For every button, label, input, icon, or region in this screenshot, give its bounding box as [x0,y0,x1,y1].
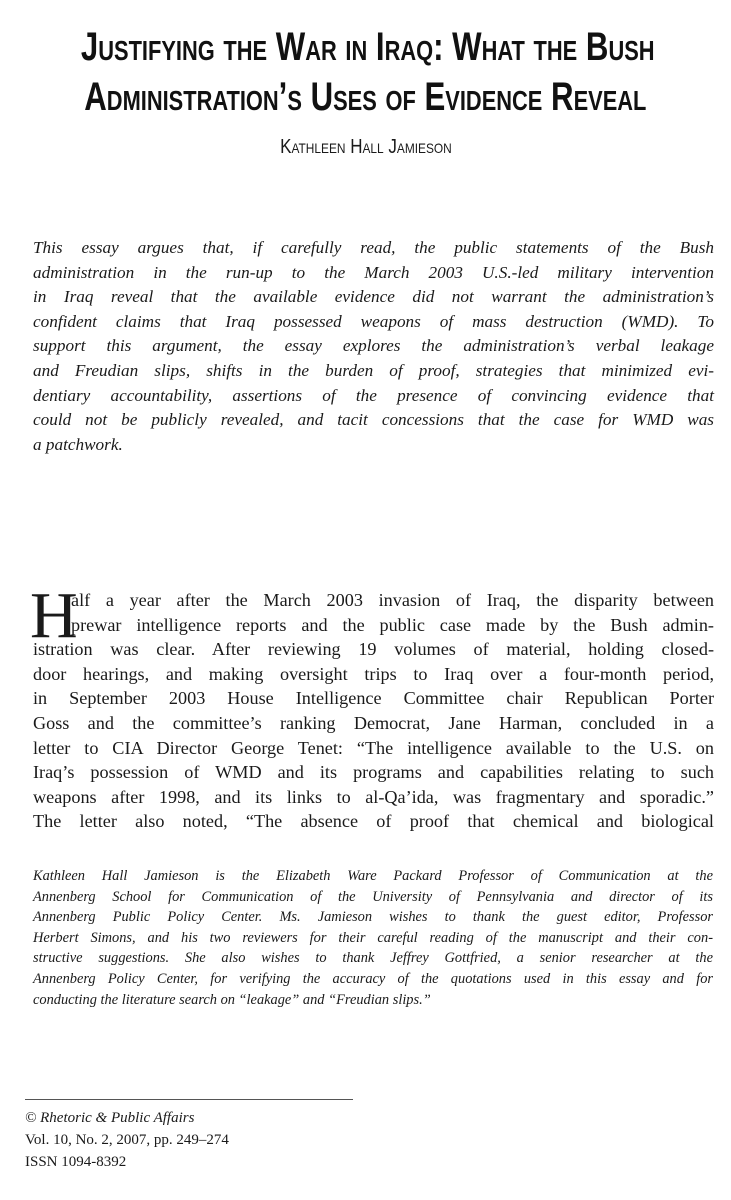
issn: ISSN 1094-8392 [25,1154,127,1170]
author-note [33,866,713,1010]
author-note-line: conducting the literature search on “leakage” and “Freudian slips.” [33,991,431,1008]
author-note-line: Annenberg School for Communication of the University of Pennsylvania and director of its [33,888,713,905]
author-note-line: Herbert Simons, and his two reviewers for their careful reading of the manuscript and their con- [33,929,713,946]
author-note-line: Kathleen Hall Jamieson is the Elizabeth Ware Packard Professor of Communication at the [33,868,713,884]
article-title [0,22,731,122]
abstract-line: confident claims that Iraq possessed weapons of mass destruction (WMD). To [33,311,714,331]
body-line: letter to CIA Director George Tenet: “The intelligence available to the U.S. on [33,737,714,758]
author-name: Kathleen Hall Jamieson [279,136,452,158]
body-line: istration was clear. After reviewing 19 volumes of material, holding closed- [33,639,714,660]
volume-info: Vol. 10, No. 2, 2007, pp. 249–274 [25,1132,229,1148]
footnote-divider [25,1099,353,1100]
title-line-1: Justifying the War in Iraq: What the Bush [80,25,655,69]
body-line: Goss and the committee’s ranking Democrat, Jane Harman, concluded in a [33,712,714,733]
author-note-line: Annenberg Public Policy Center. Ms. Jamieson wishes to thank the guest editor, Professor [33,909,713,926]
abstract-line: and Freudian slips, shifts in the burden of proof, strategies that minimized evi- [33,360,714,380]
body-line: weapons after 1998, and its links to al-Qa’ida, was fragmentary and sporadic.” [33,786,714,807]
body-line: prewar intelligence reports and the public case made by the Bush admin- [71,614,714,635]
body-line: door hearings, and making oversight trips to Iraq over a four-month period, [33,663,714,684]
abstract-line: This essay argues that, if carefully read, the public statements of the Bush [33,238,714,257]
abstract-line: in Iraq reveal that the available evidence did not warrant the administration’s [33,287,714,307]
author-note-line: Annenberg Policy Center, for verifying the accuracy of the quotations used in this essay and for [33,970,713,987]
abstract-line: support this argument, the essay explores the administration’s verbal leakage [33,336,714,356]
abstract-line: a patchwork. [33,434,123,454]
body-text [30,579,714,834]
drop-cap: H [30,579,78,652]
abstract-line: administration in the run-up to the March 2003 U.S.-led military intervention [33,262,714,282]
abstract [33,236,714,457]
author-note-line: structive suggestions. She also wishes to thank Jeffrey Gottfried, a senior researcher at the [33,950,713,967]
abstract-line: could not be publicly revealed, and tacit concessions that the case for WMD was [33,410,714,430]
journal-name: © Rhetoric & Public Affairs [25,1110,195,1126]
body-line: alf a year after the March 2003 invasion of Iraq, the disparity between [71,590,714,610]
author-byline [0,136,731,159]
title-line-2: Administration’s Uses of Evidence Reveal [84,75,647,119]
body-line: Iraq’s possession of WMD and its programs and capabilities relating to such [33,762,714,783]
citation-footer [25,1107,229,1173]
abstract-line: dentiary accountability, assertions of the presence of convincing evidence that [33,385,714,405]
body-line: The letter also noted, “The absence of proof that chemical and biological [33,811,714,832]
body-line: in September 2003 House Intelligence Committee chair Republican Porter [33,688,714,709]
